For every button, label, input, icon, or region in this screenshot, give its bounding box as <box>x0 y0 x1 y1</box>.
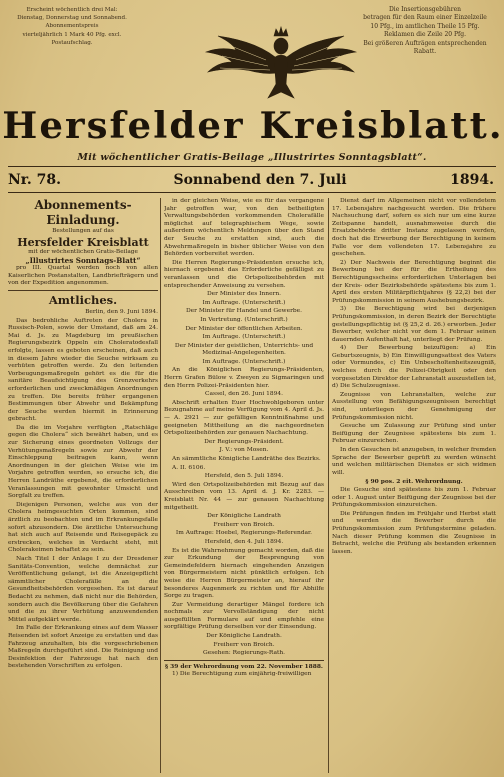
divider <box>8 290 158 291</box>
dateline: Cassel, den 26. Juni 1894. <box>205 391 283 398</box>
newspaper-title: Hersfelder Kreisblatt. <box>2 105 504 147</box>
article-paragraph: Da die im Vorjahre verfügten „Ratschläge gegen die Cholera“ sich bewährt haben, und es zur Sicherung eines geordneten Vollzugs der Verhütungsmaßregeln sowie zur Abwehr der Einschleppung beitragen kann, wenn Anordnungen in der gleichen Weise wie im Vorjahre getroffen werden, so ersuche ich, die Herren Landräthe ergebenst, die erforderlichen Veranlassungen mit gewohnter Umsicht und Sorgfalt zu treffen. <box>8 424 158 500</box>
article-paragraph: Zeugnisse von Lehranstalten, welche zur Ausstellung von Befähigungszeugnissen berechtigt sind, unterliegen der Genehmigung der Prüfungskommission nicht. <box>332 391 496 421</box>
advertising-rates-line: 10 Pfg., im amtlichen Theile 15 Pfg. <box>370 22 480 30</box>
signature-line: Im Auftrage. (Unterschrift.) <box>202 334 286 341</box>
newspaper-subtitle: Mit wöchentlicher Gratis-Beilage „Illustrirtes Sonntagsblatt“. <box>77 152 427 163</box>
divider <box>8 192 496 193</box>
dateline: Hersfeld, den 4. Juli 1894. <box>204 538 284 545</box>
signature-line: An sämmtliche Königliche Landräthe des Bezirks. <box>172 456 321 462</box>
publication-info-line: vierteljährlich 1 Mark 40 Pfg. excl. <box>22 31 122 38</box>
signature-line: J. V.: von Mosen. <box>219 447 269 454</box>
article-paragraph: in der gleichen Weise, wie es für das vergangene Jahr getroffen war, von den betheiligten Verwaltungsbehörden vorkommenden Cholerafälle möglichst auf telegraphischem Wege, sowie außerdem wöchentlich Meldungen über den Stand der Seuche zu erstatten sind, auch die Abwehrmaßregeln in bisher üblicher Weise von den Behörden vorbereitet werden. <box>164 198 324 258</box>
signature-line: Der Minister der öffentlichen Arbeiten. <box>185 325 303 332</box>
article-paragraph: Zur Vermeidung derartiger Mängel fordere ich nochmals zur Vervollständigung der nicht ausgefüllten Formulare auf und empfehle eine sorgfältige Prüfung derselben vor der Einsendung. <box>164 601 324 631</box>
issue-date: Sonnabend den 7. Juli <box>173 172 347 188</box>
publication-info-line: Abonnementspreis <box>45 23 99 30</box>
article-paragraph: Gesuche um Zulassung zur Prüfung sind unter Beifügung der Zeugnisse spätestens bis zum 1. Februar einzureichen. <box>332 423 496 445</box>
article-paragraph: Die Prüfungen finden im Frühjahr und Herbst statt und werden die Bewerber durch die Prüfungskommission zum Prüfungstermine geladen. Nach dieser Prüfung kommen die Zeugnisse in Betracht, welche die Prüfung als bestanden erkennen lassen. <box>332 510 496 555</box>
issue-year: 1894. <box>450 172 494 188</box>
issue-dateline <box>8 170 496 190</box>
article-paragraph: Das bedrohliche Auftreten der Cholera in Russisch-Polen, sowie der Umstand, daß am 24. Mai d. Js. zu Magdeburg im preußischen Regierungsbezirk Oppeln ein Choleratodesfall erfolgte, lassen es geboten erscheinen, daß auch in diesem Jahre wieder die Seuche wirksam zu verhüten getroffen werde. Zu den leitenden Vorbeugungsmaßregeln gehört es die für die sanitäre Beaufsichtigung des Grenzverkehrs erforderlichen und zweckmäßigen Anordnungen zu treffen. Die bereits früher ergangenen Bestimmungen über Abwehr und Bekämpfung der Seuche werden hiermit in Erinnerung gebracht. <box>8 317 158 423</box>
subscription-paper-sub: mit der wöchentlichen Gratis-Beilage <box>28 248 138 255</box>
signature-line: Der Minister der geistlichen, Unterrichts- und Medizinal-Angelegenheiten. <box>174 342 314 357</box>
divider <box>164 660 324 661</box>
publication-info-line: Erscheint wöchentlich drei Mal: <box>26 7 118 13</box>
signature-line: Im Auftrage. (Unterschrift.) <box>202 299 286 306</box>
section-heading: § 39 der Wehrordnung vom 22. November 1888. <box>165 662 323 670</box>
signature-line: Der Königliche Landrath <box>207 513 281 520</box>
article-paragraph: Im Falle der Erkrankung eines auf dem Wasser Reisenden ist sofort Anzeige zu erstatten und das Fahrzeug anzuhalten, bis die vorgeschriebenen Maßregeln durchgeführt sind. Die Reinigung und Desinfektion der Fahrzeuge hat nach den bestehenden Vorschriften zu erfolgen. <box>8 625 158 670</box>
advertising-rates-line: Bei größeren Aufträgen entsprechenden <box>363 39 487 47</box>
article-paragraph: Dienst darf im Allgemeinen nicht vor vollendetem 17. Lebensjahre nachgesucht werden. Die frühere Nachsuchung darf, sofern es sich nur um eine kurze Zeitspanne handelt, ausnahmsweise durch die Ersatzbehörde dritter Instanz zugelassen werden, doch hat die Erwerbung der Berechtigung in keinem Falle vor dem vollendeten 17. Lebensjahre zu geschehen. <box>332 198 496 258</box>
signature-line: Der Minister des Innern. <box>206 291 282 298</box>
article-paragraph: Es ist die Wahrnehmung gemacht worden, daß die zur Erkundung der Besprengung von Gemeindefeldern hiernach eingehenden Anzeigen von Bürgermeistern nicht pünktlich erfolgen. Ich weise die Herren Bürgermeister an, hierauf ihr besonderes Augenmerk zu richten und für Abhilfe Sorge zu tragen. <box>164 547 324 600</box>
dateline: Hersfeld, den 5. Juli 1894. <box>204 473 284 480</box>
signature-line: Freiherr von Broich. <box>213 641 275 648</box>
signature-line: Gesehen: Regierungs-Rath. <box>203 650 285 657</box>
column-2 <box>164 198 324 773</box>
article-paragraph: Diejenigen Personen, welche aus von der Cholera heimgesuchten Orten kommen, sind ärztlich zu beobachten und im Erkrankungsfalle sofort abzusondern. Die ärztliche Untersuchung hat sich auch auf Reisende und Reisegepäck zu erstrecken, welches in Verdacht steht, mit Cholerakeimen behaftet zu sein. <box>8 501 158 554</box>
advertising-rates-line: Rabatt. <box>413 48 437 56</box>
issue-number: Nr. 78. <box>8 172 61 188</box>
article-paragraph: Abschrift erhalten Euer Hochwohlgeboren unter Bezugnahme auf meine Verfügung vom 4. April d. Js. — A. 2921 — zur gefälligen Kenntnißnahme und geeigneten Mittheilung an die nachgeordneten Ortspolizeibehörden zur genauen Nachachtung. <box>164 399 324 437</box>
column-divider <box>328 198 329 773</box>
publication-info-line: Dienstag, Donnerstag und Sonnabend. <box>17 15 127 22</box>
article-paragraph: 4) Der Bewerbung beizufügen: a) Ein Geburtszeugnis, b) Ein Einwilligungsattest des Vaters oder Vormundes, c) Ein Unbescholtenheitszeugniß, welches durch die Polizei-Obrigkeit oder den vorgesetzten Direktor der Lehranstalt auszustellen ist, d) Die Schulzeugnisse. <box>332 345 496 390</box>
signature-line: Freiherr von Broich. <box>213 521 275 528</box>
section-heading: Amtliches. <box>48 292 118 307</box>
addressee: An die Königlichen Regierungs-Präsidenten, Herrn Grafen Bülow v. Zweyen zu Sigmaringen und den Herrn Polizei-Präsidenten hier. <box>164 367 324 389</box>
eagle-emblem-icon <box>196 18 366 106</box>
masthead <box>0 0 504 163</box>
advertising-rates-line: betragen für den Raum einer Einzelzeile <box>363 14 487 22</box>
subscription-supplement: „Illustrirtes Sonntags-Blatt“ <box>25 256 141 266</box>
publication-info-line: Postaufschlag. <box>51 39 93 46</box>
dateline: Berlin, den 9. Juni 1894. <box>85 308 158 315</box>
article-paragraph: Die Herren Regierungs-Präsidenten ersuche ich, hiernach ergebenst das Erforderliche gefälligst zu veranlassen und die Ortspolizeibehörden mit entsprechender Anweisung zu versehen. <box>164 259 324 289</box>
column-divider <box>160 198 161 773</box>
subscription-paper-name: Hersfelder Kreisblatt <box>17 235 149 249</box>
article-paragraph: 1) Die Berechtigung zum einjährig-freiwilligen <box>172 671 312 678</box>
signature-line: Der Minister für Handel und Gewerbe. <box>185 308 303 315</box>
article-paragraph: 3) Die Berechtigung wird bei derjenigen Prüfungskommission, in deren Bezirk der Berechtigte gestellungspflichtig ist (§ 25,2 d. 26.) erworben. Jeder Bewerber, welcher nicht vor dem 1. Februar seinen dauernden Aufenthalt hat, unterliegt der Prüfung. <box>332 306 496 343</box>
section-heading: § 90 pos. 2 eit. Wehrordnung. <box>365 478 463 486</box>
article-paragraph: Nach Titel I der Anlage I zu der Dresdener Sanitäts-Convention, welche demnächst zur Veröffentlichung gelangt, ist die Anzeigepflicht sämmtlicher Cholerafälle an die Gesundheitsbehörden vorgesehen. Es ist darauf Bedacht zu nehmen, daß nicht nur die Behörden, sondern auch die Bevölkerung über die Gefahren und die zu ihrer Verhütung anzuwendenden Mittel aufgeklärt werde. <box>8 555 158 623</box>
article-paragraph: In den Gesuchen ist anzugeben, in welcher fremden Sprache der Bewerber geprüft zu werden wünscht und welchen militärischen Dienstes er sich widmen will. <box>332 447 496 476</box>
signature-line: In Vertretung. (Unterschrift.) <box>200 316 288 323</box>
article-paragraph: Die Gesuche sind spätestens bis zum 1. Februar oder 1. August unter Beifügung der Zeugnisse bei der Prüfungskommission einzureichen. <box>332 486 496 509</box>
signature-line: Im Auftrage: Hoebel, Regierungs-Referendar. <box>175 530 313 537</box>
signature-line: Im Auftrage. (Unterschrift.) <box>202 358 286 365</box>
advertising-rates-line: Die Insertionsgebühren <box>388 6 462 13</box>
column-1 <box>8 198 158 773</box>
publication-info <box>8 6 136 47</box>
column-3 <box>332 198 496 773</box>
subscription-offer: pro III. Quartal werden noch von allen Kaiserlichen Postanstalten, Landbriefträgern und von der Expedition angenommen. <box>8 265 158 287</box>
signature-line: A. II. 6106. <box>172 464 206 471</box>
article-paragraph: 2) Der Nachweis der Berechtigung beginnt die Bewerbung bei der für die Ertheilung des Berechtigungsscheins erforderlichen Unterlagen bei der Kreis- oder Bezirksbehörde spätestens bis zum 1. April des ersten Militärpflichtjahres (§ 22,2) bei der Prüfungskommission in seinem Aushebungsbezirk. <box>332 259 496 304</box>
subscription-heading: Abonnements-Einladung. <box>34 198 132 227</box>
advertising-rates-line: Reklamen die Zeile 20 Pfg. <box>384 31 466 39</box>
advertising-rates <box>356 6 494 56</box>
subscription-sub: Bestellungen auf das <box>52 228 114 234</box>
divider <box>8 166 496 167</box>
signature-line: Der Königliche Landrath. <box>206 633 282 640</box>
signature-line: Der Regierungs-Präsident. <box>204 438 284 445</box>
article-paragraph: Wird den Ortspolizeibehörden mit Bezug auf das Ausschreiben vom 13. April d. J. Kr. 2283. — Kreisblatt Nr. 44 — zur genauen Nachachtung mitgetheilt. <box>164 481 324 511</box>
